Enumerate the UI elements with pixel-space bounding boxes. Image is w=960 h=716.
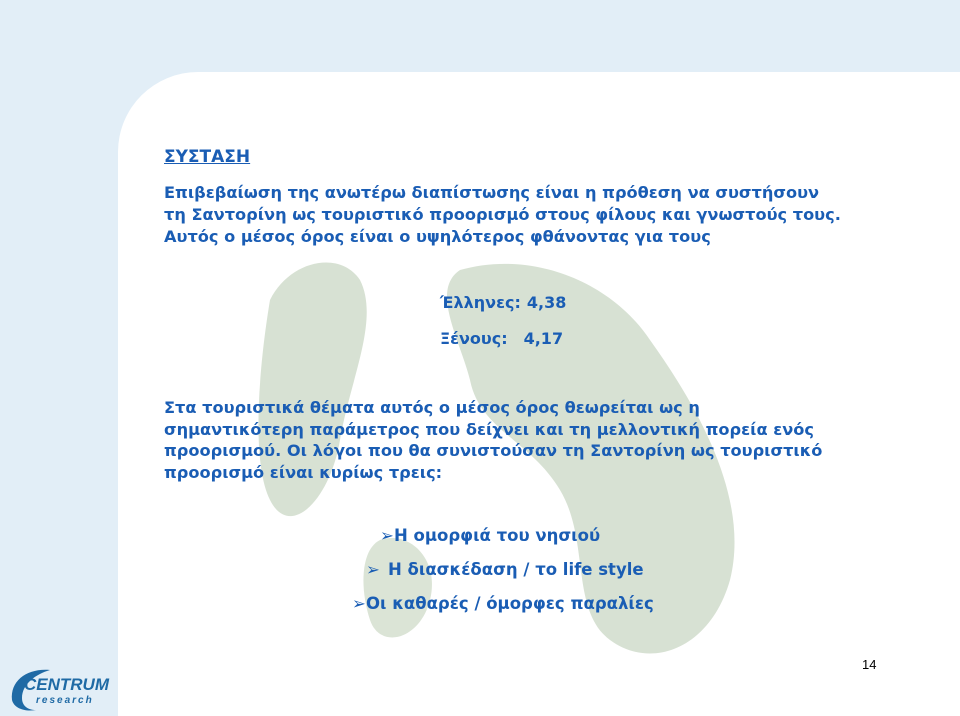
list-item xyxy=(366,560,644,579)
page-number: 14 xyxy=(862,657,877,672)
stat-foreigners xyxy=(440,328,563,350)
stat-greeks xyxy=(440,292,566,314)
list-item-text: Η διασκέδαση / το life style xyxy=(388,560,644,579)
paragraph-line-3: προορισμού. Οι λόγοι που θα συνιστούσαν τη Σαντορίνη ως τουριστικό xyxy=(164,441,823,460)
intro-line-3: Αυτός ο μέσος όρος είναι ο υψηλότερος φθάνοντας για τους xyxy=(164,227,711,246)
arrow-bullet-icon: ➢ xyxy=(352,594,366,613)
intro-line-1: Επιβεβαίωση της ανωτέρω διαπίστωσης είναι η πρόθεση να συστήσουν xyxy=(164,183,820,202)
centrum-logo xyxy=(6,660,118,716)
intro-line-2: τη Σαντορίνη ως τουριστικό προορισμό στους φίλους και γνωστούς τους. xyxy=(164,205,841,224)
left-decorative-band xyxy=(0,0,118,716)
paragraph-line-4: προορισμό είναι κυρίως τρεις: xyxy=(164,462,443,482)
section-heading: ΣΥΣΤΑΣΗ xyxy=(164,147,251,167)
list-item xyxy=(380,526,600,545)
stat-foreigners-value: 4,17 xyxy=(523,329,564,348)
stat-greeks-label: Έλληνες: xyxy=(440,293,521,312)
list-item-text: Οι καθαρές / όμορφες παραλίες xyxy=(366,594,654,613)
list-item xyxy=(352,594,654,613)
list-item-text: Η ομορφιά του νησιού xyxy=(394,526,601,545)
stat-greeks-value: 4,38 xyxy=(526,293,567,312)
reasons-paragraph xyxy=(164,397,884,483)
arrow-bullet-icon: ➢ xyxy=(380,526,394,545)
arrow-bullet-icon: ➢ xyxy=(366,560,380,579)
intro-text xyxy=(164,182,864,248)
top-decorative-band xyxy=(118,0,960,72)
paragraph-line-1: Στα τουριστικά θέματα αυτός ο μέσος όρος θεωρείται ως η xyxy=(164,398,700,417)
paragraph-line-2: σημαντικότερη παράμετρος που δείχνει και τη μελλοντική πορεία ενός xyxy=(164,419,814,439)
logo-name: CENTRUM xyxy=(24,675,109,694)
logo-sub: research xyxy=(36,695,94,706)
stat-foreigners-label: Ξένους: xyxy=(440,329,508,348)
